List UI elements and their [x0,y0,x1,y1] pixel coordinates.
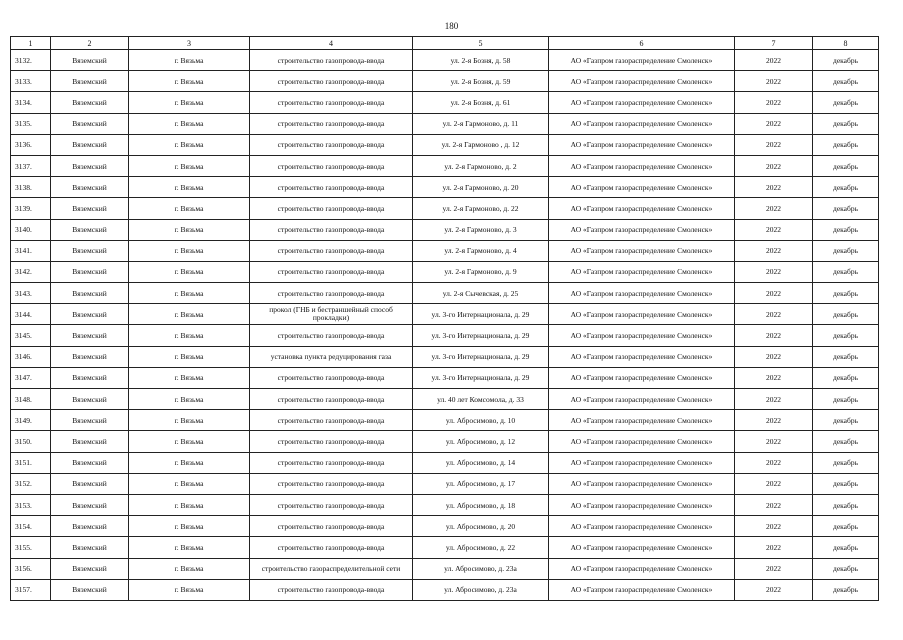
address-cell: ул. 3-го Интернационала, д. 29 [413,367,549,388]
address-cell: ул. 3-го Интернационала, д. 29 [413,304,549,325]
table-row [11,473,879,494]
organization-cell: АО «Газпром газораспределение Смоленск» [549,134,735,155]
district-cell: Вяземский [51,494,129,515]
address-cell: ул. 3-го Интернационала, д. 29 [413,346,549,367]
work-type-cell: строительство газопровода-ввода [250,177,413,198]
year-cell: 2022 [735,219,813,240]
month-cell: декабрь [813,240,879,261]
month-cell: декабрь [813,410,879,431]
row-number-cell: 3135. [11,113,51,134]
year-cell: 2022 [735,92,813,113]
row-number-cell: 3147. [11,367,51,388]
table-row [11,367,879,388]
settlement-cell: г. Вязьма [129,71,250,92]
settlement-cell: г. Вязьма [129,516,250,537]
month-cell: декабрь [813,494,879,515]
organization-cell: АО «Газпром газораспределение Смоленск» [549,558,735,579]
organization-cell: АО «Газпром газораспределение Смоленск» [549,431,735,452]
settlement-cell: г. Вязьма [129,367,250,388]
district-cell: Вяземский [51,558,129,579]
table-row [11,113,879,134]
row-number-cell: 3150. [11,431,51,452]
row-number-cell: 3139. [11,198,51,219]
year-cell: 2022 [735,558,813,579]
row-number-cell: 3149. [11,410,51,431]
organization-cell: АО «Газпром газораспределение Смоленск» [549,473,735,494]
table-row [11,92,879,113]
table-row [11,389,879,410]
month-cell: декабрь [813,134,879,155]
table-row [11,558,879,579]
district-cell: Вяземский [51,71,129,92]
row-number-cell: 3154. [11,516,51,537]
row-number-cell: 3148. [11,389,51,410]
work-type-cell: строительство газопровода-ввода [250,155,413,176]
work-type-cell: строительство газопровода-ввода [250,240,413,261]
settlement-cell: г. Вязьма [129,473,250,494]
settlement-cell: г. Вязьма [129,410,250,431]
organization-cell: АО «Газпром газораспределение Смоленск» [549,50,735,71]
month-cell: декабрь [813,367,879,388]
settlement-cell: г. Вязьма [129,92,250,113]
table-body [11,50,879,601]
settlement-cell: г. Вязьма [129,283,250,304]
year-cell: 2022 [735,431,813,452]
district-cell: Вяземский [51,410,129,431]
organization-cell: АО «Газпром газораспределение Смоленск» [549,304,735,325]
address-cell: ул. 2-я Бозня, д. 59 [413,71,549,92]
work-type-cell: строительство газопровода-ввода [250,452,413,473]
year-cell: 2022 [735,389,813,410]
address-cell: ул. Абросимово, д. 23а [413,558,549,579]
month-cell: декабрь [813,516,879,537]
table-row [11,50,879,71]
settlement-cell: г. Вязьма [129,579,250,600]
year-cell: 2022 [735,198,813,219]
month-cell: декабрь [813,346,879,367]
row-number-cell: 3146. [11,346,51,367]
organization-cell: АО «Газпром газораспределение Смоленск» [549,410,735,431]
settlement-cell: г. Вязьма [129,452,250,473]
settlement-cell: г. Вязьма [129,537,250,558]
district-cell: Вяземский [51,452,129,473]
year-cell: 2022 [735,113,813,134]
settlement-cell: г. Вязьма [129,177,250,198]
work-type-cell: строительство газопровода-ввода [250,431,413,452]
year-cell: 2022 [735,410,813,431]
row-number-cell: 3145. [11,325,51,346]
column-header-8: 8 [813,37,879,50]
row-number-cell: 3138. [11,177,51,198]
year-cell: 2022 [735,367,813,388]
column-header-3: 3 [129,37,250,50]
settlement-cell: г. Вязьма [129,325,250,346]
table-row [11,431,879,452]
month-cell: декабрь [813,537,879,558]
table-row [11,325,879,346]
table-row [11,177,879,198]
address-cell: ул. 2-я Бозня, д. 61 [413,92,549,113]
year-cell: 2022 [735,71,813,92]
address-cell: ул. Абросимово, д. 10 [413,410,549,431]
district-cell: Вяземский [51,219,129,240]
month-cell: декабрь [813,452,879,473]
row-number-cell: 3144. [11,304,51,325]
year-cell: 2022 [735,346,813,367]
table-row [11,346,879,367]
organization-cell: АО «Газпром газораспределение Смоленск» [549,71,735,92]
column-header-4: 4 [250,37,413,50]
work-type-cell: строительство газопровода-ввода [250,92,413,113]
organization-cell: АО «Газпром газораспределение Смоленск» [549,261,735,282]
address-cell: ул. 2-я Сычевская, д. 25 [413,283,549,304]
organization-cell: АО «Газпром газораспределение Смоленск» [549,367,735,388]
work-type-cell: строительство газопровода-ввода [250,71,413,92]
month-cell: декабрь [813,473,879,494]
district-cell: Вяземский [51,283,129,304]
work-type-cell: строительство газопровода-ввода [250,50,413,71]
work-type-cell: строительство газопровода-ввода [250,261,413,282]
address-cell: ул. Абросимово, д. 20 [413,516,549,537]
row-number-cell: 3156. [11,558,51,579]
table-row [11,494,879,515]
month-cell: декабрь [813,71,879,92]
row-number-cell: 3132. [11,50,51,71]
work-type-cell: строительство газопровода-ввода [250,113,413,134]
district-cell: Вяземский [51,516,129,537]
table-row [11,155,879,176]
table-row [11,516,879,537]
year-cell: 2022 [735,177,813,198]
settlement-cell: г. Вязьма [129,50,250,71]
row-number-cell: 3140. [11,219,51,240]
district-cell: Вяземский [51,367,129,388]
year-cell: 2022 [735,537,813,558]
address-cell: ул. Абросимово, д. 17 [413,473,549,494]
district-cell: Вяземский [51,92,129,113]
work-type-cell: установка пункта редуцирования газа [250,346,413,367]
address-cell: ул. 2-я Гармоново, д. 20 [413,177,549,198]
settlement-cell: г. Вязьма [129,155,250,176]
district-cell: Вяземский [51,537,129,558]
year-cell: 2022 [735,304,813,325]
address-cell: ул. 2-я Гармоново , д. 12 [413,134,549,155]
district-cell: Вяземский [51,240,129,261]
row-number-cell: 3143. [11,283,51,304]
table-row [11,71,879,92]
organization-cell: АО «Газпром газораспределение Смоленск» [549,113,735,134]
district-cell: Вяземский [51,50,129,71]
table-row [11,579,879,600]
year-cell: 2022 [735,134,813,155]
month-cell: декабрь [813,431,879,452]
row-number-cell: 3136. [11,134,51,155]
settlement-cell: г. Вязьма [129,389,250,410]
organization-cell: АО «Газпром газораспределение Смоленск» [549,283,735,304]
district-cell: Вяземский [51,113,129,134]
row-number-cell: 3137. [11,155,51,176]
year-cell: 2022 [735,325,813,346]
work-type-cell: строительство газопровода-ввода [250,494,413,515]
organization-cell: АО «Газпром газораспределение Смоленск» [549,537,735,558]
settlement-cell: г. Вязьма [129,261,250,282]
settlement-cell: г. Вязьма [129,558,250,579]
month-cell: декабрь [813,155,879,176]
district-cell: Вяземский [51,304,129,325]
year-cell: 2022 [735,240,813,261]
row-number-cell: 3133. [11,71,51,92]
settlement-cell: г. Вязьма [129,240,250,261]
settlement-cell: г. Вязьма [129,134,250,155]
month-cell: декабрь [813,219,879,240]
month-cell: декабрь [813,198,879,219]
column-header-7: 7 [735,37,813,50]
row-number-cell: 3134. [11,92,51,113]
table-row [11,219,879,240]
work-type-cell: строительство газопровода-ввода [250,579,413,600]
month-cell: декабрь [813,261,879,282]
organization-cell: АО «Газпром газораспределение Смоленск» [549,177,735,198]
address-cell: ул. 2-я Гармоново, д. 22 [413,198,549,219]
year-cell: 2022 [735,452,813,473]
district-cell: Вяземский [51,389,129,410]
year-cell: 2022 [735,50,813,71]
table-row [11,452,879,473]
row-number-cell: 3152. [11,473,51,494]
month-cell: декабрь [813,579,879,600]
row-number-cell: 3157. [11,579,51,600]
year-cell: 2022 [735,494,813,515]
year-cell: 2022 [735,516,813,537]
organization-cell: АО «Газпром газораспределение Смоленск» [549,155,735,176]
month-cell: декабрь [813,177,879,198]
organization-cell: АО «Газпром газораспределение Смоленск» [549,325,735,346]
table-row [11,240,879,261]
organization-cell: АО «Газпром газораспределение Смоленск» [549,452,735,473]
table-row [11,283,879,304]
settlement-cell: г. Вязьма [129,346,250,367]
address-cell: ул. 40 лет Комсомола, д. 33 [413,389,549,410]
row-number-cell: 3153. [11,494,51,515]
table-row [11,537,879,558]
district-cell: Вяземский [51,473,129,494]
address-cell: ул. Абросимово, д. 23а [413,579,549,600]
work-type-cell: строительство газопровода-ввода [250,537,413,558]
settlement-cell: г. Вязьма [129,113,250,134]
work-type-cell: строительство газопровода-ввода [250,219,413,240]
month-cell: декабрь [813,304,879,325]
organization-cell: АО «Газпром газораспределение Смоленск» [549,92,735,113]
organization-cell: АО «Газпром газораспределение Смоленск» [549,494,735,515]
work-type-cell: строительство газопровода-ввода [250,389,413,410]
month-cell: декабрь [813,113,879,134]
address-cell: ул. 2-я Гармоново, д. 4 [413,240,549,261]
district-cell: Вяземский [51,346,129,367]
row-number-cell: 3141. [11,240,51,261]
month-cell: декабрь [813,50,879,71]
district-cell: Вяземский [51,198,129,219]
settlement-cell: г. Вязьма [129,198,250,219]
column-header-6: 6 [549,37,735,50]
organization-cell: АО «Газпром газораспределение Смоленск» [549,219,735,240]
address-cell: ул. 2-я Гармоново, д. 3 [413,219,549,240]
district-cell: Вяземский [51,261,129,282]
settlement-cell: г. Вязьма [129,494,250,515]
year-cell: 2022 [735,473,813,494]
table-row [11,304,879,325]
row-number-cell: 3155. [11,537,51,558]
row-number-cell: 3142. [11,261,51,282]
work-schedule-table [10,36,879,601]
organization-cell: АО «Газпром газораспределение Смоленск» [549,240,735,261]
column-header-5: 5 [413,37,549,50]
district-cell: Вяземский [51,155,129,176]
month-cell: декабрь [813,558,879,579]
month-cell: декабрь [813,389,879,410]
work-type-cell: строительство газопровода-ввода [250,367,413,388]
organization-cell: АО «Газпром газораспределение Смоленск» [549,346,735,367]
work-type-cell: строительство газопровода-ввода [250,283,413,304]
year-cell: 2022 [735,283,813,304]
district-cell: Вяземский [51,177,129,198]
work-type-cell: строительство газопровода-ввода [250,198,413,219]
address-cell: ул. Абросимово, д. 18 [413,494,549,515]
work-type-cell: строительство газопровода-ввода [250,134,413,155]
settlement-cell: г. Вязьма [129,304,250,325]
month-cell: декабрь [813,283,879,304]
column-header-2: 2 [51,37,129,50]
address-cell: ул. Абросимово, д. 12 [413,431,549,452]
district-cell: Вяземский [51,579,129,600]
page-number: 180 [444,21,459,31]
month-cell: декабрь [813,92,879,113]
district-cell: Вяземский [51,431,129,452]
organization-cell: АО «Газпром газораспределение Смоленск» [549,389,735,410]
work-type-cell: строительство газопровода-ввода [250,410,413,431]
work-type-cell: строительство газопровода-ввода [250,516,413,537]
table-row [11,410,879,431]
address-cell: ул. 2-я Гармоново, д. 11 [413,113,549,134]
work-type-cell: строительство газопровода-ввода [250,473,413,494]
table-row [11,261,879,282]
row-number-cell: 3151. [11,452,51,473]
column-header-1: 1 [11,37,51,50]
settlement-cell: г. Вязьма [129,219,250,240]
district-cell: Вяземский [51,134,129,155]
settlement-cell: г. Вязьма [129,431,250,452]
year-cell: 2022 [735,155,813,176]
address-cell: ул. Абросимово, д. 14 [413,452,549,473]
table-row [11,134,879,155]
address-cell: ул. Абросимово, д. 22 [413,537,549,558]
work-type-cell: прокол (ГНБ и бестраншейный способ прокладки) [250,304,413,325]
month-cell: декабрь [813,325,879,346]
organization-cell: АО «Газпром газораспределение Смоленск» [549,516,735,537]
address-cell: ул. 3-го Интернационала, д. 29 [413,325,549,346]
address-cell: ул. 2-я Бозня, д. 58 [413,50,549,71]
address-cell: ул. 2-я Гармоново, д. 2 [413,155,549,176]
year-cell: 2022 [735,579,813,600]
table-row [11,198,879,219]
year-cell: 2022 [735,261,813,282]
table-header-row [11,37,879,50]
work-type-cell: строительство газопровода-ввода [250,325,413,346]
address-cell: ул. 2-я Гармоново, д. 9 [413,261,549,282]
organization-cell: АО «Газпром газораспределение Смоленск» [549,579,735,600]
district-cell: Вяземский [51,325,129,346]
organization-cell: АО «Газпром газораспределение Смоленск» [549,198,735,219]
work-type-cell: строительство газораспределительной сети [250,558,413,579]
